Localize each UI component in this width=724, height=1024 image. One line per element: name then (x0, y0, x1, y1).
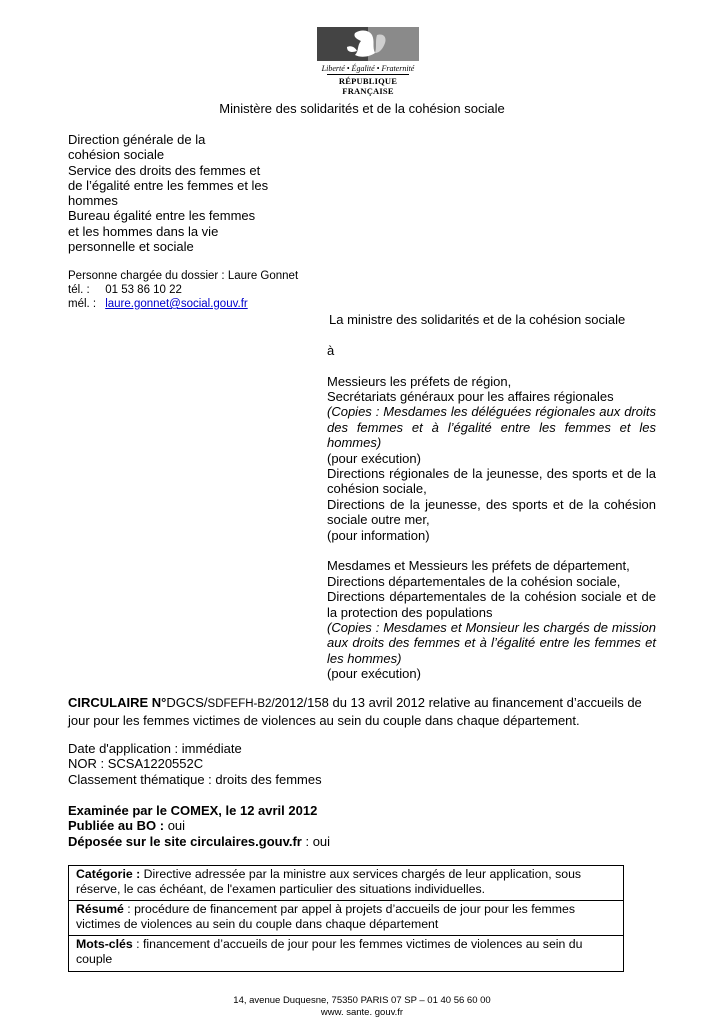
contact-tel (68, 283, 298, 297)
email-link[interactable]: laure.gonnet@social.gouv.fr (105, 298, 248, 310)
nor-reference: NOR : SCSA1220552C (68, 756, 204, 772)
contact-mail (68, 297, 298, 311)
meta-block (68, 741, 322, 787)
recipient-note: (pour exécution) (327, 666, 421, 682)
recipient-copies: (Copies : Mesdames les déléguées régionales aux droits des femmes et à l’égalité entre les femmes et les hommes) (327, 404, 656, 451)
bo-value: oui (164, 818, 186, 834)
summary-box (68, 865, 624, 972)
exam-block (68, 803, 330, 849)
categorie-text: Directive adressée par la ministre aux services chargés de leur application, sous réserve, le cas échéant, de l'examen particulier des situations individuelles. (76, 867, 582, 896)
recipient-line: Mesdames et Messieurs les préfets de département, (327, 558, 630, 574)
logo-republique: RÉPUBLIQUE FRANÇAISE (338, 76, 398, 96)
bo-label: Publiée au BO : (68, 818, 165, 834)
circular-code-start: DGCS/ (166, 695, 208, 710)
direction-line: Service des droits des femmes et (68, 162, 261, 178)
direction-line: personnelle et sociale (68, 239, 194, 255)
mots-cles-label: Mots-clés (76, 937, 133, 951)
circular-text: 2012/158 du 13 avril 2012 relative au financement d’accueils de jour pour les femmes victimes de violences au sein du couple dans chaque département. (68, 695, 642, 728)
direction-line: de l’égalité entre les femmes et les (68, 177, 269, 193)
contact-block (68, 269, 298, 311)
resume-text: : procédure de financement par appel à projets d’accueils de jour pour les femmes victimes de violences au sein du couple dans chaque département (76, 902, 575, 931)
logo-divider (327, 74, 409, 75)
mots-cles-text: : financement d’accueils de jour pour les femmes victimes de violences au sein du couple (76, 937, 583, 966)
comex-line: Examinée par le COMEX, le 12 avril 2012 (68, 803, 318, 818)
circular-title (68, 695, 656, 728)
direction-line: Direction générale de la (68, 132, 206, 147)
recipient-note: (pour information) (327, 527, 430, 543)
bo-line (68, 818, 330, 833)
recipient-line: Directions départementales de la cohésion sociale, (327, 573, 621, 589)
footer-website: www. sante. gouv.fr (320, 1007, 404, 1018)
sender-title: La ministre des solidarités et de la cohésion sociale (329, 312, 626, 327)
direction-line: hommes (68, 193, 118, 209)
recipient-line: Messieurs les préfets de région, (327, 373, 512, 389)
site-label: Déposée sur le site circulaires.gouv.fr (68, 833, 302, 849)
republique-francaise-logo (313, 27, 423, 96)
site-line (68, 834, 330, 849)
addressee-to: à (327, 342, 335, 358)
recipients-block (327, 312, 656, 682)
mots-cles-row (69, 935, 623, 971)
marianne-emblem (317, 27, 419, 61)
resume-row (69, 900, 623, 935)
direction-line: Bureau égalité entre les femmes (68, 208, 256, 224)
thematic-classification: Classement thématique : droits des femmes (68, 771, 322, 787)
contact-person: Personne chargée du dossier : Laure Gonnet (68, 270, 299, 282)
site-value: : oui (301, 833, 331, 849)
application-date: Date d'application : immédiate (68, 741, 242, 756)
recipient-copies: (Copies : Mesdames et Monsieur les chargés de mission aux droits des femmes et à l’égalité entre les femmes et les hommes) (327, 620, 656, 666)
logo-motto: Liberté • Égalité • Fraternité (321, 64, 415, 73)
mail-label: mél. : (68, 298, 97, 310)
recipient-line: Secrétariats généraux pour les affaires régionales (327, 389, 614, 404)
recipient-line: Directions régionales de la jeunesse, des sports et de la cohésion sociale, (327, 466, 656, 497)
recipient-line: Directions de la jeunesse, des sports et de la cohésion sociale outre mer, (327, 496, 656, 528)
categorie-row (69, 866, 623, 900)
recipient-note: (pour exécution) (327, 450, 421, 466)
tel-label: tél. : (68, 284, 90, 296)
recipient-line: Directions départementales de la cohésion sociale et de la protection des populations (327, 589, 656, 620)
resume-label: Résumé (76, 902, 124, 916)
ministry-title: Ministère des solidarités et de la cohésion sociale (219, 101, 505, 116)
direction-line: et les hommes dans la vie (68, 223, 219, 239)
circular-label: CIRCULAIRE N° (68, 695, 167, 710)
page-footer (0, 995, 724, 1019)
circular-code-small: SDFEFH-B2/ (207, 698, 275, 710)
tel-value: 01 53 86 10 22 (105, 284, 182, 296)
direction-line: cohésion sociale (68, 147, 165, 163)
footer-address: 14, avenue Duquesne, 75350 PARIS 07 SP – 01 40 56 60 00 (233, 995, 491, 1006)
categorie-label: Catégorie : (76, 867, 141, 881)
direction-block (68, 132, 268, 254)
